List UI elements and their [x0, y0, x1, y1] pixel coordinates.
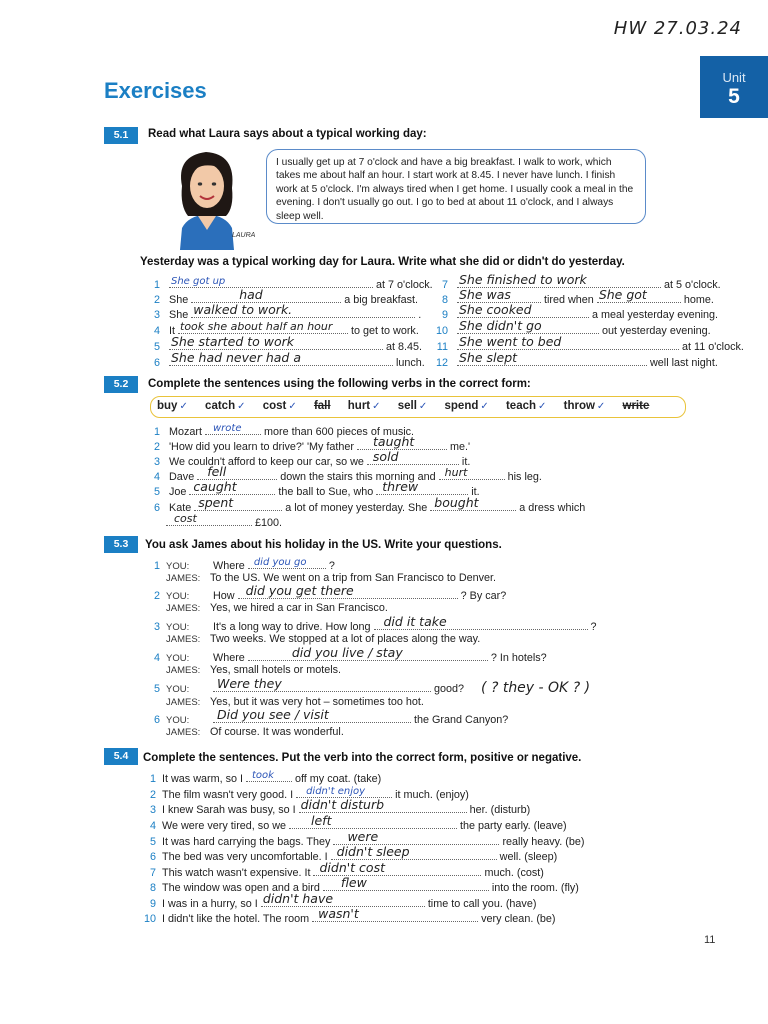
speaker-james: JAMES: [166, 573, 201, 584]
item-text: Kate [169, 502, 192, 514]
ex54-item-3 [140, 797, 531, 816]
item-text: . [418, 309, 422, 321]
item-number: 8 [441, 294, 448, 306]
speaker-you: YOU: [166, 622, 190, 633]
speaker-you: YOU: [166, 561, 190, 572]
answer-blank[interactable] [376, 479, 468, 495]
page-number: 11 [704, 934, 716, 946]
item-text: down the stairs this morning and [280, 471, 436, 483]
item-text: She [169, 309, 189, 321]
answer-text: She finished to work [459, 272, 587, 287]
answer-text: walked to work. [193, 302, 293, 317]
answer-text: took [252, 770, 274, 781]
item-text: Where [213, 560, 245, 572]
ex51-item-12 [432, 350, 718, 369]
item-number: 6 [153, 502, 160, 514]
answer-blank[interactable] [312, 906, 478, 922]
item-text: I was in a hurry, so I [162, 898, 258, 910]
item-text: to get to work. [351, 325, 419, 337]
item-text: Dave [169, 471, 195, 483]
exercise-5-4-tag: 5.4 [104, 748, 138, 765]
item-text: it. [471, 486, 480, 498]
item-number: 6 [153, 714, 160, 726]
speaker-james: JAMES: [166, 665, 201, 676]
item-number: 12 [435, 357, 448, 369]
answer-blank[interactable] [299, 797, 467, 813]
item-number: 2 [153, 441, 160, 453]
item-number: 5 [153, 341, 160, 353]
item-text: The window was open and a bird [162, 882, 320, 894]
item-text: It was warm, so I [162, 773, 243, 785]
item-number: 5 [149, 836, 156, 848]
answer-blank[interactable] [213, 676, 431, 692]
item-text: at 7 o'clock. [376, 279, 433, 291]
answer-text: took she about half an hour [180, 320, 333, 333]
unit-number: 5 [728, 85, 740, 108]
item-text: a meal yesterday evening. [592, 309, 719, 321]
answer-text: didn't sleep [336, 844, 410, 859]
reply-text: Two weeks. We stopped at a lot of places along the way. [210, 633, 481, 645]
page-title: Exercises [104, 78, 207, 103]
item-text: The bed was very uncomfortable. I [162, 851, 328, 863]
item-number: 3 [153, 621, 160, 633]
verb-buy: buy ✓ [157, 400, 188, 412]
answer-blank[interactable] [313, 860, 481, 876]
answer-blank[interactable] [248, 557, 326, 569]
answer-blank[interactable] [331, 844, 497, 860]
speech-bubble: I usually get up at 7 o'clock and have a big breakfast. I walk to work, which takes me about half an hour. I start work at 8.45. I never have lunch. I finish work at 5 o'clock. I'm always tired when I get home. I usually cook a meal in the evening. I don't usually go out. I go to bed at about 11 o'clock, and I always sleep well. [266, 149, 646, 224]
answer-blank[interactable] [457, 350, 647, 366]
item-number: 1 [153, 279, 160, 291]
item-number: 9 [441, 309, 448, 321]
answer-blank[interactable] [178, 322, 348, 334]
answer-text: She got up [171, 276, 226, 287]
answer-blank[interactable] [374, 614, 588, 630]
answer-blank[interactable] [169, 334, 383, 350]
item-text: into the room. (fly) [491, 882, 579, 894]
answer-blank[interactable] [439, 468, 505, 480]
ex54-item-1 [140, 770, 381, 785]
item-text: £100. [255, 517, 283, 529]
item-number: 5 [153, 683, 160, 695]
answer-text: wasn't [318, 906, 359, 921]
item-text: a lot of money yesterday. She [285, 502, 428, 514]
item-text: the Grand Canyon? [414, 714, 509, 726]
item-text: well last night. [650, 357, 718, 369]
reply-text: Of course. It was wonderful. [210, 726, 344, 738]
ex53-a2 [166, 602, 388, 614]
answer-text: She went to bed [459, 334, 562, 349]
item-number: 3 [153, 309, 160, 321]
answer-text: Did you see / visit [217, 707, 329, 722]
item-text: It [169, 325, 175, 337]
verb-hurt: hurt ✓ [347, 400, 381, 412]
reply-text: To the US. We went on a trip from San Francisco to Denver. [210, 572, 497, 584]
unit-tab [700, 56, 768, 118]
item-number: 1 [153, 426, 160, 438]
item-number: 10 [143, 913, 156, 925]
item-text: The film wasn't very good. I [162, 789, 294, 801]
ex51-item-3 [146, 302, 422, 321]
ex53-q5 [146, 676, 591, 696]
item-text: home. [683, 294, 714, 306]
answer-text: taught [373, 434, 415, 449]
ex52-item-2 [146, 434, 471, 453]
reply-text: Yes, small hotels or motels. [210, 664, 342, 676]
reply-text: Yes, but it was very hot – sometimes too hot. [210, 696, 424, 708]
item-text: We were very tired, so we [162, 820, 287, 832]
answer-text: were [347, 829, 379, 844]
ex53-q6 [146, 707, 509, 726]
ex51-item-6 [146, 350, 425, 369]
answer-text: didn't have [262, 891, 334, 906]
item-text: good? [434, 683, 465, 695]
exercise-5-1-tag: 5.1 [104, 127, 138, 144]
ex53-q3 [146, 614, 597, 633]
verb-write: write [622, 400, 650, 412]
item-text: a dress which [519, 502, 586, 514]
answer-text: She cooked [459, 302, 532, 317]
answer-text: She had never had a [171, 350, 301, 365]
answer-blank[interactable] [323, 875, 489, 891]
item-text: ? [328, 560, 335, 572]
item-number: 9 [149, 898, 156, 910]
ex53-a3 [166, 633, 480, 645]
item-number: 2 [153, 590, 160, 602]
answer-text: didn't cost [319, 860, 385, 875]
item-text: me.' [450, 441, 471, 453]
answer-text: fell [207, 464, 227, 479]
item-text: We couldn't afford to keep our car, so we [169, 456, 364, 468]
answer-blank[interactable] [248, 645, 488, 661]
item-text: at 5 o'clock. [664, 279, 721, 291]
answer-text: flew [340, 875, 367, 890]
answer-blank[interactable] [191, 302, 415, 318]
ex54-item-8 [140, 875, 579, 894]
item-text: tired when [544, 294, 594, 306]
item-text: This watch wasn't expensive. It [162, 867, 311, 879]
item-text: really heavy. (be) [502, 836, 585, 848]
answer-text: threw [382, 479, 419, 494]
answer-text: She started to work [171, 334, 295, 349]
item-text: it. [461, 456, 471, 468]
item-number: 8 [149, 882, 156, 894]
item-text: at 11 o'clock. [682, 341, 744, 353]
verb-box [150, 396, 686, 418]
handwritten-note: ( ? they - OK ? ) [481, 680, 591, 696]
item-text: the party early. (leave) [460, 820, 567, 832]
ex52-item-5 [146, 479, 480, 498]
answer-blank[interactable] [213, 707, 411, 723]
answer-blank[interactable] [169, 350, 393, 366]
answer-text: caught [193, 479, 237, 494]
item-number: 4 [153, 652, 160, 664]
item-text: She [169, 294, 189, 306]
verb-spend: spend ✓ [444, 400, 489, 412]
exercise-5-4-instruction: Complete the sentences. Put the verb into the correct form, positive or negative. [143, 752, 582, 764]
item-number: 7 [149, 867, 156, 879]
verb-sell: sell ✓ [397, 400, 428, 412]
answer-blank[interactable] [457, 318, 599, 334]
item-text: lunch. [396, 357, 425, 369]
item-number: 7 [441, 279, 448, 291]
answer-text: didn't enjoy [306, 786, 366, 797]
ex51-item-1 [146, 276, 433, 291]
answer-blank[interactable] [238, 583, 458, 599]
ex53-q2 [146, 583, 507, 602]
ex52-item-6 [146, 495, 586, 514]
verb-teach: teach ✓ [505, 400, 547, 412]
ex53-q1 [146, 557, 335, 572]
item-text: I didn't like the hotel. The room [162, 913, 310, 925]
item-text: more than 600 pieces of music. [264, 426, 415, 438]
verb-cost: cost ✓ [262, 400, 297, 412]
answer-blank[interactable] [597, 287, 681, 303]
item-text: at 8.45. [386, 341, 423, 353]
handwritten-date-note: HW 27.03.24 [613, 18, 742, 39]
speaker-james: JAMES: [166, 727, 201, 738]
exercise-5-2-instruction: Complete the sentences using the following verbs in the correct form: [148, 378, 531, 390]
answer-blank[interactable] [194, 495, 282, 511]
item-text: well. (sleep) [499, 851, 558, 863]
exercise-5-2-tag: 5.2 [104, 376, 138, 393]
answer-text: cost [174, 512, 197, 525]
item-number: 4 [153, 325, 160, 337]
speaker-you: YOU: [166, 653, 190, 664]
item-number: 11 [436, 341, 448, 353]
answer-text: bought [434, 495, 479, 510]
verb-fall: fall [313, 400, 331, 412]
speaker-james: JAMES: [166, 697, 201, 708]
answer-text: She slept [459, 350, 518, 365]
answer-text: did it take [383, 614, 447, 629]
laura-caption: LAURA [232, 232, 256, 239]
speaker-james: JAMES: [166, 603, 201, 614]
item-text: Where [213, 652, 245, 664]
item-text: out yesterday evening. [602, 325, 711, 337]
answer-text: did you live / stay [291, 645, 403, 660]
item-number: 3 [149, 804, 156, 816]
answer-text: did you get there [245, 583, 354, 598]
item-text: off my coat. (take) [295, 773, 382, 785]
speaker-you: YOU: [166, 684, 190, 695]
answer-blank[interactable] [457, 334, 679, 350]
ex52-item-3 [146, 449, 471, 468]
speaker-you: YOU: [166, 715, 190, 726]
answer-blank[interactable] [169, 276, 373, 288]
answer-blank[interactable] [166, 514, 252, 526]
item-text: time to call you. (have) [427, 898, 537, 910]
ex53-a4 [166, 664, 341, 676]
item-text: a big breakfast. [344, 294, 419, 306]
answer-blank[interactable] [367, 449, 459, 465]
answer-text: spent [198, 495, 234, 510]
answer-text: left [311, 813, 332, 828]
reply-text: Yes, we hired a car in San Francisco. [210, 602, 388, 614]
item-text: ? In hotels? [490, 652, 547, 664]
item-number: 2 [153, 294, 160, 306]
answer-blank[interactable] [246, 770, 292, 782]
answer-blank[interactable] [205, 423, 261, 435]
item-number: 6 [149, 851, 156, 863]
answer-blank[interactable] [457, 302, 589, 318]
answer-text: had [239, 287, 263, 302]
ex53-a6 [166, 726, 344, 738]
answer-text: She got [598, 287, 647, 302]
item-text: ? [590, 621, 597, 633]
answer-text: sold [372, 449, 399, 464]
ex53-q4 [146, 645, 547, 664]
item-number: 1 [149, 773, 156, 785]
speaker-james: JAMES: [166, 634, 201, 645]
verb-catch: catch ✓ [205, 400, 246, 412]
speaker-you: YOU: [166, 591, 190, 602]
item-number: 4 [149, 820, 156, 832]
verb-throw: throw ✓ [563, 400, 606, 412]
item-text: How [213, 590, 235, 602]
item-text: it much. (enjoy) [395, 789, 469, 801]
item-number: 4 [153, 471, 160, 483]
answer-text: She didn't go [459, 318, 542, 333]
exercise-5-3-instruction: You ask James about his holiday in the US. Write your questions. [145, 539, 502, 551]
answer-blank[interactable] [289, 813, 457, 829]
answer-text: didn't disturb [300, 797, 385, 812]
item-text: his leg. [507, 471, 542, 483]
item-text: Joe [169, 486, 187, 498]
ex52-item-6-continued [166, 514, 282, 529]
item-number: 5 [153, 486, 160, 498]
item-text: 'How did you learn to drive?' 'My father [169, 441, 355, 453]
item-number: 6 [153, 357, 160, 369]
answer-text: wrote [213, 423, 242, 434]
exercise-5-1-task: Yesterday was a typical working day for Laura. Write what she did or didn't do yesterday. [140, 256, 625, 268]
item-text: much. (cost) [484, 867, 544, 879]
answer-blank[interactable] [189, 479, 275, 495]
item-text: the ball to Sue, who [278, 486, 374, 498]
answer-blank[interactable] [357, 434, 447, 450]
item-text: Mozart [169, 426, 202, 438]
answer-text: Were they [217, 676, 282, 691]
exercise-5-3-tag: 5.3 [104, 536, 138, 553]
answer-text: She was [459, 287, 511, 302]
item-text: I knew Sarah was busy, so I [162, 804, 296, 816]
unit-label: Unit [722, 70, 746, 85]
exercise-5-1-instruction: Read what Laura says about a typical working day: [148, 128, 427, 140]
item-text: her. (disturb) [469, 804, 531, 816]
answer-text: hurt [444, 466, 468, 479]
answer-blank[interactable] [430, 495, 516, 511]
answer-text: did you go [253, 557, 307, 568]
item-text: It was hard carrying the bags. They [162, 836, 331, 848]
item-number: 3 [153, 456, 160, 468]
item-text: ? By car? [460, 590, 507, 602]
item-number: 2 [149, 789, 156, 801]
ex54-item-10 [134, 906, 556, 925]
item-text: It's a long way to drive. How long [213, 621, 371, 633]
item-text: very clean. (be) [481, 913, 556, 925]
item-number: 1 [153, 560, 160, 572]
item-number: 10 [435, 325, 448, 337]
